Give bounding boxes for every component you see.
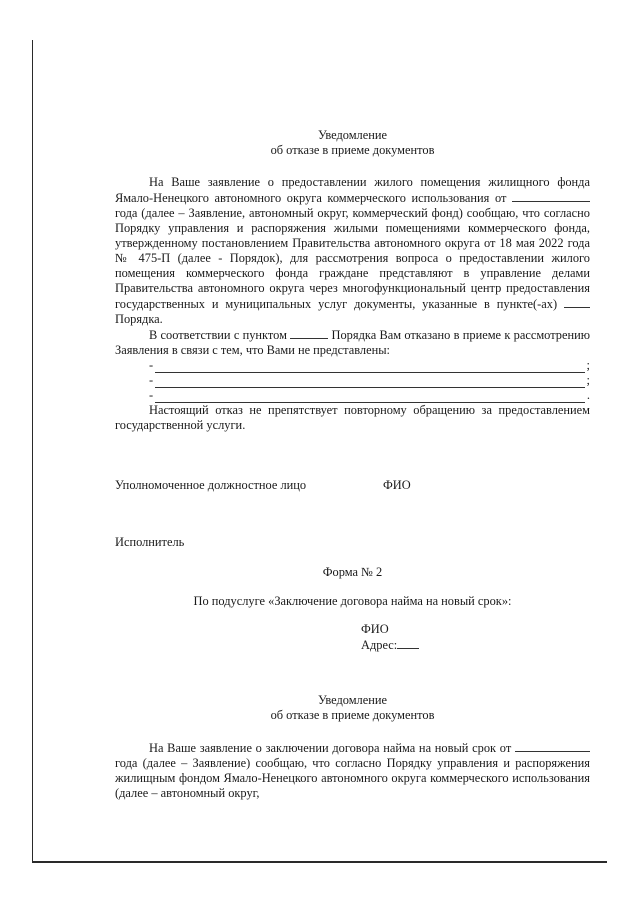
bottom-page-border xyxy=(32,861,607,863)
left-page-border xyxy=(32,40,33,862)
clause-blank xyxy=(564,296,590,308)
date-blank xyxy=(512,190,590,202)
paragraph-text: Порядка. xyxy=(115,312,163,326)
addressee-block xyxy=(115,622,590,653)
form-heading: Форма № 2 xyxy=(322,565,383,579)
list-dash: - xyxy=(149,388,154,402)
missing-document-line-3 xyxy=(115,388,590,403)
document-body xyxy=(115,128,590,801)
paragraph-text: года (далее – Заявление) сообщаю, что согласно Порядку управления и распоряжения жилищным фондом Ямало-Ненецкого автономного округа коммерческого использования (далее – автономный округ, xyxy=(115,756,590,800)
paragraph-text: Порядка Вам отказано в приеме к рассмотрению Заявления в связи с тем, что Вами не представлены: xyxy=(115,328,590,357)
address-label: Адрес: xyxy=(361,638,398,652)
executor-label: Исполнитель xyxy=(115,535,185,549)
address-blank xyxy=(397,637,419,649)
blank-line xyxy=(155,391,585,403)
notice2-title-line1: Уведомление xyxy=(317,693,388,707)
official-label: Уполномоченное должностное лицо xyxy=(115,478,307,492)
blank-line xyxy=(155,361,584,373)
blank-line xyxy=(155,376,584,388)
paragraph-text: На Ваше заявление о предоставлении жилого помещения жилищного фонда Ямало-Ненецкого автономного округа коммерческого использования от xyxy=(115,175,590,205)
official-signature-row xyxy=(115,478,590,493)
notice-title-line2: об отказе в приеме документов xyxy=(270,143,435,157)
missing-document-line-1 xyxy=(115,358,590,373)
addressee-fio: ФИО xyxy=(361,622,389,636)
notice-paragraph-2 xyxy=(115,327,590,358)
subservice-title: По подуслуге «Заключение договора найма на новый срок»: xyxy=(193,594,512,608)
notice2-title-line2: об отказе в приеме документов xyxy=(270,708,435,722)
list-dash: - xyxy=(149,373,154,387)
date-blank xyxy=(515,740,590,752)
notice-title-line1: Уведомление xyxy=(317,128,388,142)
list-dash: - xyxy=(149,358,154,372)
paragraph-text: года (далее – Заявление, автономный округ, коммерческий фонд) сообщаю, что согласно Порядку управления и распоряжения жилыми помещениями коммерческого фонда, утвержденному постановлением Правительства автономного округа от 18 мая 2022 года № 475-П (далее - Порядок), для рассмотрения вопроса о предоставлении жилого помещения коммерческого фонда граждане представляют в управление делами Правительства автономного округа через многофункциональный центр предоставления государственных и муниципальных услуг документы, указанные в пункте(-ах) xyxy=(115,206,590,311)
list-end: . xyxy=(586,388,590,402)
clause-blank xyxy=(290,327,328,339)
official-fio: ФИО xyxy=(383,478,411,492)
notice-paragraph-3: Настоящий отказ не препятствует повторному обращению за предоставлением государственной услуги. xyxy=(115,403,590,432)
paragraph-text: В соответствии с пунктом xyxy=(149,328,287,342)
paragraph-text: На Ваше заявление о заключении договора найма на новый срок от xyxy=(149,741,512,755)
notice2-paragraph-1 xyxy=(115,740,590,801)
list-end: ; xyxy=(586,358,590,372)
addressee-address xyxy=(361,637,590,653)
missing-document-line-2 xyxy=(115,373,590,388)
notice-paragraph-1 xyxy=(115,175,590,327)
list-end: ; xyxy=(586,373,590,387)
